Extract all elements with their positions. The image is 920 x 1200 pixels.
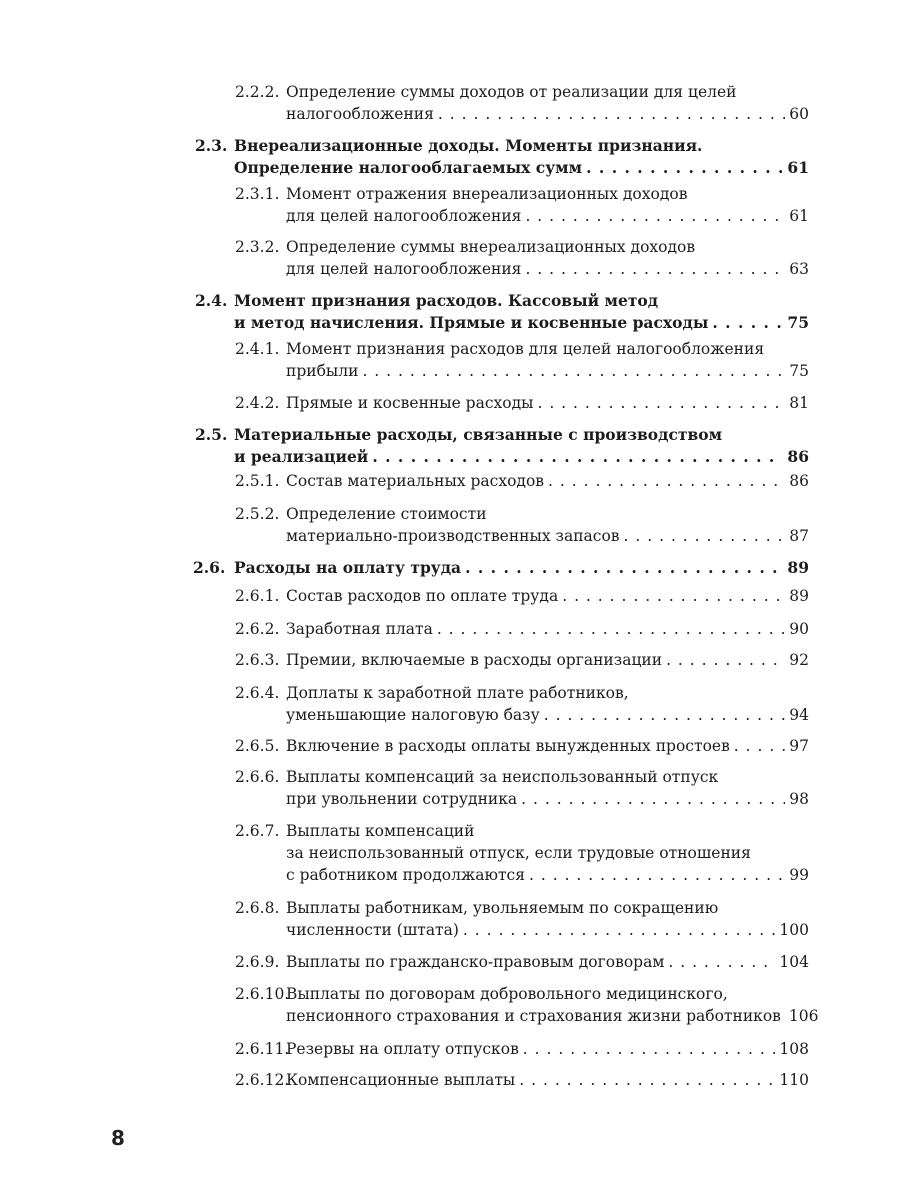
dot-leader <box>372 446 783 468</box>
toc-entry-title-line: Материальные расходы, связанные с производством <box>234 425 723 444</box>
dot-leader <box>438 103 785 125</box>
toc-entry-title-line: при увольнении сотрудника <box>286 790 518 808</box>
toc-entry-title-line: Компенсационные выплаты <box>286 1071 516 1089</box>
toc-entry-number: 2.6.6. <box>235 768 280 786</box>
toc-entry-page: 87 <box>789 527 809 545</box>
dot-leader <box>525 205 785 227</box>
toc-entry-number: 2.5.2. <box>235 505 280 523</box>
toc-entry-title-line: Выплаты компенсаций за неиспользованный отпуск <box>286 768 719 786</box>
toc-entry-title-line: прибыли <box>286 362 359 380</box>
toc-entry-title-line: и метод начисления. Прямые и косвенные расходы <box>234 313 709 332</box>
toc-entry-title-line: Резервы на оплату отпусков <box>286 1040 519 1058</box>
toc-entry-page: 89 <box>787 558 809 577</box>
toc-entry-number: 2.2.2. <box>235 83 280 101</box>
dot-leader <box>666 649 785 671</box>
toc-entry-page: 61 <box>787 158 809 177</box>
toc-entry-page: 75 <box>787 313 809 332</box>
toc-entry-title-line: Состав расходов по оплате труда <box>286 587 559 605</box>
dot-leader <box>519 1069 775 1091</box>
toc-entry-title-line: Определение налогооблагаемых сумм <box>234 158 583 177</box>
toc-entry-page: 92 <box>789 651 809 669</box>
toc-entry-title-line: Момент признания расходов для целей налогообложения <box>286 340 765 358</box>
toc-entry-page: 97 <box>789 737 809 755</box>
toc-entry-title-line: Премии, включаемые в расходы организации <box>286 651 663 669</box>
toc-entry-number: 2.6. <box>193 558 226 577</box>
dot-leader <box>548 470 785 492</box>
toc-entry-number: 2.4.1. <box>235 340 280 358</box>
toc-entry-number: 2.6.1. <box>235 587 280 605</box>
toc-entry-number: 2.6.8. <box>235 899 280 917</box>
toc-entry-title-line: Доплаты к заработной плате работников, <box>286 684 629 702</box>
dot-leader <box>529 864 785 886</box>
dot-leader <box>712 312 783 334</box>
dot-leader <box>521 788 785 810</box>
dot-leader <box>362 360 785 382</box>
toc-entry-page: 89 <box>789 587 809 605</box>
toc-entry-page: 94 <box>789 706 809 724</box>
toc-entry-title-line: Прямые и косвенные расходы <box>286 394 534 412</box>
toc-entry-number: 2.6.9. <box>235 953 280 971</box>
toc-entry-title-line: Внереализационные доходы. Моменты признания. <box>234 136 703 155</box>
toc-entry-title-line: и реализацией <box>234 447 369 466</box>
toc-entry-title-line: Расходы на оплату труда <box>234 558 462 577</box>
toc-entry-page: 86 <box>787 447 809 466</box>
toc-entry-number: 2.6.10. <box>235 985 290 1003</box>
toc-entry-title-line: Включение в расходы оплаты вынужденных простоев <box>286 737 730 755</box>
toc-entry-page: 106 <box>788 1007 819 1025</box>
dot-leader <box>437 618 785 640</box>
toc-entry-page: 61 <box>789 207 809 225</box>
toc-entry-title-line: Выплаты компенсаций <box>286 822 475 840</box>
toc-entry-page: 90 <box>789 620 809 638</box>
dot-leader <box>624 525 786 547</box>
toc-entry-number: 2.5.1. <box>235 472 280 490</box>
dot-leader <box>544 704 786 726</box>
toc-entry-title-line: Заработная плата <box>286 620 433 638</box>
toc-entry-number: 2.3.1. <box>235 185 280 203</box>
toc-entry-title-line: Момент признания расходов. Кассовый метод <box>234 291 659 310</box>
toc-entry-number: 2.4.2. <box>235 394 280 412</box>
toc-entry-title-line: Выплаты работникам, увольняемым по сокращению <box>286 899 719 917</box>
toc-entry-title-line: налогообложения <box>286 105 434 123</box>
toc-entry-number: 2.6.3. <box>235 651 280 669</box>
dot-leader <box>537 392 785 414</box>
toc-entry-title-line: Определение суммы доходов от реализации для целей <box>286 83 737 101</box>
toc-entry-title-line: Определение стоимости <box>286 505 487 523</box>
page-number: 8 <box>111 1126 125 1150</box>
dot-leader <box>463 919 775 941</box>
toc-entry-title-line: для целей налогообложения <box>286 260 522 278</box>
toc-entry-title-line: уменьшающие налоговую базу <box>286 706 540 724</box>
toc-entry-number: 2.3. <box>195 136 228 155</box>
toc-entry-title-line: численности (штата) <box>286 921 459 939</box>
dot-leader <box>668 951 775 973</box>
dot-leader <box>523 1038 776 1060</box>
toc-entry-number: 2.6.5. <box>235 737 280 755</box>
toc-entry-number: 2.4. <box>195 291 228 310</box>
toc-entry-number: 2.6.7. <box>235 822 280 840</box>
toc-entry-number: 2.6.4. <box>235 684 280 702</box>
toc-entry-title-line: Выплаты по договорам добровольного медицинского, <box>286 985 728 1003</box>
toc-entry-title-line: пенсионного страхования и страхования жизни работников <box>286 1007 781 1025</box>
toc-entry-number: 2.6.12. <box>235 1071 290 1089</box>
toc-entry-page: 108 <box>779 1040 809 1058</box>
toc-entry-title-line: материально-производственных запасов <box>286 527 620 545</box>
toc-entry-page: 81 <box>789 394 809 412</box>
dot-leader <box>562 585 785 607</box>
toc-entry-page: 60 <box>789 105 809 123</box>
toc-entry-page: 75 <box>789 362 809 380</box>
toc-entry-title-line: Момент отражения внереализационных доходов <box>286 185 688 203</box>
toc-entry-title-line: с работником продолжаются <box>286 866 526 884</box>
toc-entry-page: 86 <box>789 472 809 490</box>
toc-entry-title-line: Состав материальных расходов <box>286 472 545 490</box>
toc-entry-page: 99 <box>789 866 809 884</box>
toc-entry-title-line: для целей налогообложения <box>286 207 522 225</box>
toc-entry-page: 98 <box>789 790 809 808</box>
toc-entry-page: 63 <box>789 260 809 278</box>
dot-leader <box>525 258 785 280</box>
toc-entry-number: 2.3.2. <box>235 238 280 256</box>
toc-entry-title-line: Выплаты по гражданско-правовым договорам <box>286 953 665 971</box>
dot-leader <box>586 157 783 179</box>
toc-entry-page: 104 <box>779 953 809 971</box>
toc-entry-page: 100 <box>779 921 809 939</box>
toc-entry-page: 110 <box>779 1071 809 1089</box>
toc-entry-title-line: Определение суммы внереализационных доходов <box>286 238 696 256</box>
toc-entry-number: 2.5. <box>195 425 228 444</box>
toc-entry-number: 2.6.11. <box>235 1040 290 1058</box>
toc-entry-number: 2.6.2. <box>235 620 280 638</box>
toc-entry-title-line: за неиспользованный отпуск, если трудовые отношения <box>286 844 751 862</box>
dot-leader <box>734 735 785 757</box>
dot-leader <box>465 557 783 579</box>
